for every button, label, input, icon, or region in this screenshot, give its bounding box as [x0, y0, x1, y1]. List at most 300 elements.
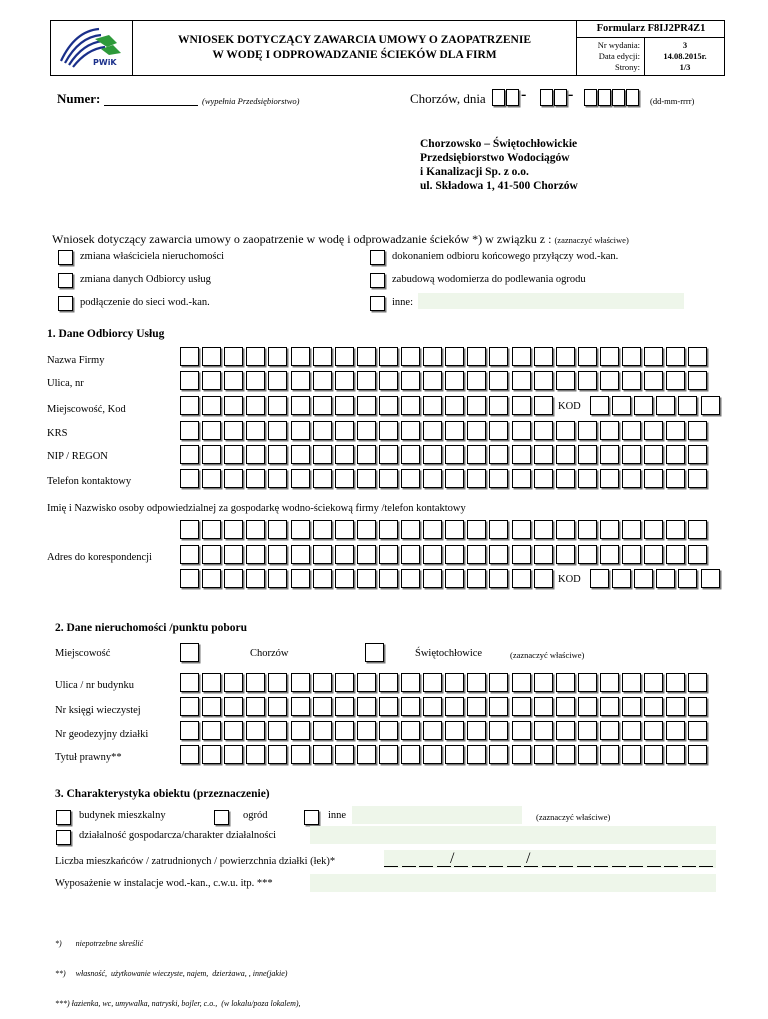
liczba-digit-slot[interactable] — [647, 866, 661, 867]
char-box-correspondence[interactable] — [246, 545, 265, 564]
char-box-plot-number[interactable] — [578, 721, 597, 740]
char-box-plot-number[interactable] — [357, 721, 376, 740]
char-box-property-street[interactable] — [622, 673, 641, 692]
char-box-contact-person[interactable] — [401, 520, 420, 539]
char-box-nip[interactable] — [600, 445, 619, 464]
char-box-phone[interactable] — [202, 469, 221, 488]
char-box-krs[interactable] — [291, 421, 310, 440]
char-box-correspondence[interactable] — [622, 545, 641, 564]
char-box-correspondence[interactable] — [445, 569, 464, 588]
char-box-plot-number[interactable] — [467, 721, 486, 740]
char-box-correspondence[interactable] — [556, 545, 575, 564]
char-box-legal-title[interactable] — [688, 745, 707, 764]
date-digit-box[interactable] — [540, 89, 553, 106]
char-box-property-street[interactable] — [357, 673, 376, 692]
char-box-property-street[interactable] — [379, 673, 398, 692]
char-box-contact-person[interactable] — [224, 520, 243, 539]
char-box-property-street[interactable] — [268, 673, 287, 692]
char-box-legal-title[interactable] — [335, 745, 354, 764]
char-box-correspondence[interactable] — [578, 545, 597, 564]
char-box-krs[interactable] — [600, 421, 619, 440]
char-box-contact-person[interactable] — [313, 520, 332, 539]
char-box-correspondence[interactable] — [246, 569, 265, 588]
char-box-property-street[interactable] — [556, 673, 575, 692]
char-box-correspondence[interactable] — [291, 545, 310, 564]
char-box-plot-number[interactable] — [622, 721, 641, 740]
char-box-street[interactable] — [357, 371, 376, 390]
char-box-correspondence[interactable] — [313, 569, 332, 588]
char-box-land-register[interactable] — [246, 697, 265, 716]
char-box-contact-person[interactable] — [202, 520, 221, 539]
char-box-plot-number[interactable] — [224, 721, 243, 740]
char-box-phone[interactable] — [246, 469, 265, 488]
char-box-correspondence[interactable] — [202, 569, 221, 588]
char-box-correspondence[interactable] — [224, 545, 243, 564]
char-box-property-street[interactable] — [423, 673, 442, 692]
char-box-krs[interactable] — [489, 421, 508, 440]
date-digit-box[interactable] — [492, 89, 505, 106]
char-box-property-street[interactable] — [534, 673, 553, 692]
char-box-correspondence[interactable] — [357, 545, 376, 564]
char-box-property-street[interactable] — [224, 673, 243, 692]
char-box-nip[interactable] — [622, 445, 641, 464]
char-box-krs[interactable] — [313, 421, 332, 440]
date-digit-box[interactable] — [554, 89, 567, 106]
char-box-krs[interactable] — [379, 421, 398, 440]
char-box-correspondence[interactable] — [423, 545, 442, 564]
char-box-city[interactable] — [379, 396, 398, 415]
char-box-plot-number[interactable] — [423, 721, 442, 740]
char-box-land-register[interactable] — [379, 697, 398, 716]
char-box-contact-person[interactable] — [268, 520, 287, 539]
char-box-krs[interactable] — [467, 421, 486, 440]
char-box-legal-title[interactable] — [489, 745, 508, 764]
char-box-property-street[interactable] — [445, 673, 464, 692]
char-box-company-name[interactable] — [246, 347, 265, 366]
char-box-krs[interactable] — [556, 421, 575, 440]
reason-checkbox-owner-change[interactable] — [58, 250, 73, 265]
char-box-street[interactable] — [534, 371, 553, 390]
char-box-krs[interactable] — [180, 421, 199, 440]
char-box-contact-person[interactable] — [467, 520, 486, 539]
reason-checkbox-data-change[interactable] — [58, 273, 73, 288]
char-box-correspondence[interactable] — [512, 569, 531, 588]
char-box-correspondence[interactable] — [534, 569, 553, 588]
char-box-land-register[interactable] — [489, 697, 508, 716]
char-box-krs[interactable] — [644, 421, 663, 440]
other-purpose-input[interactable] — [352, 806, 522, 824]
char-box-city[interactable] — [313, 396, 332, 415]
char-box-correspondence[interactable] — [600, 545, 619, 564]
char-box-postal-code[interactable] — [701, 569, 720, 588]
char-box-nip[interactable] — [578, 445, 597, 464]
char-box-contact-person[interactable] — [644, 520, 663, 539]
char-box-street[interactable] — [291, 371, 310, 390]
char-box-legal-title[interactable] — [379, 745, 398, 764]
char-box-krs[interactable] — [666, 421, 685, 440]
char-box-plot-number[interactable] — [688, 721, 707, 740]
char-box-street[interactable] — [666, 371, 685, 390]
char-box-legal-title[interactable] — [445, 745, 464, 764]
char-box-legal-title[interactable] — [512, 745, 531, 764]
char-box-land-register[interactable] — [578, 697, 597, 716]
liczba-digit-slot[interactable] — [384, 866, 398, 867]
char-box-property-street[interactable] — [180, 673, 199, 692]
char-box-street[interactable] — [556, 371, 575, 390]
checkbox-garden[interactable] — [214, 810, 229, 825]
char-box-property-street[interactable] — [313, 673, 332, 692]
char-box-land-register[interactable] — [357, 697, 376, 716]
char-box-land-register[interactable] — [688, 697, 707, 716]
liczba-digit-slot[interactable] — [664, 866, 678, 867]
char-box-plot-number[interactable] — [556, 721, 575, 740]
char-box-city[interactable] — [401, 396, 420, 415]
reason-other-input[interactable] — [418, 293, 684, 309]
liczba-digit-slot[interactable] — [699, 866, 713, 867]
char-box-company-name[interactable] — [666, 347, 685, 366]
char-box-legal-title[interactable] — [578, 745, 597, 764]
char-box-city[interactable] — [534, 396, 553, 415]
char-box-phone[interactable] — [313, 469, 332, 488]
reason-checkbox-garden-meter[interactable] — [370, 273, 385, 288]
char-box-company-name[interactable] — [578, 347, 597, 366]
char-box-correspondence[interactable] — [335, 569, 354, 588]
char-box-postal-code[interactable] — [590, 569, 609, 588]
char-box-phone[interactable] — [622, 469, 641, 488]
liczba-digit-slot[interactable] — [559, 866, 573, 867]
char-box-nip[interactable] — [224, 445, 243, 464]
char-box-property-street[interactable] — [600, 673, 619, 692]
char-box-land-register[interactable] — [224, 697, 243, 716]
char-box-city[interactable] — [512, 396, 531, 415]
char-box-postal-code[interactable] — [701, 396, 720, 415]
char-box-land-register[interactable] — [291, 697, 310, 716]
reason-checkbox-connection[interactable] — [58, 296, 73, 311]
char-box-krs[interactable] — [401, 421, 420, 440]
char-box-nip[interactable] — [180, 445, 199, 464]
char-box-company-name[interactable] — [335, 347, 354, 366]
char-box-krs[interactable] — [578, 421, 597, 440]
char-box-phone[interactable] — [291, 469, 310, 488]
char-box-property-street[interactable] — [578, 673, 597, 692]
char-box-nip[interactable] — [357, 445, 376, 464]
char-box-correspondence[interactable] — [401, 569, 420, 588]
char-box-correspondence[interactable] — [180, 545, 199, 564]
char-box-property-street[interactable] — [467, 673, 486, 692]
char-box-krs[interactable] — [512, 421, 531, 440]
char-box-city[interactable] — [423, 396, 442, 415]
numer-field[interactable] — [104, 92, 198, 106]
char-box-city[interactable] — [291, 396, 310, 415]
char-box-legal-title[interactable] — [357, 745, 376, 764]
char-box-phone[interactable] — [445, 469, 464, 488]
char-box-company-name[interactable] — [268, 347, 287, 366]
char-box-company-name[interactable] — [180, 347, 199, 366]
char-box-correspondence[interactable] — [688, 545, 707, 564]
char-box-krs[interactable] — [246, 421, 265, 440]
char-box-contact-person[interactable] — [423, 520, 442, 539]
char-box-nip[interactable] — [467, 445, 486, 464]
char-box-correspondence[interactable] — [313, 545, 332, 564]
char-box-correspondence[interactable] — [489, 569, 508, 588]
liczba-digit-slot[interactable] — [577, 866, 591, 867]
char-box-street[interactable] — [622, 371, 641, 390]
char-box-plot-number[interactable] — [268, 721, 287, 740]
business-input[interactable] — [310, 826, 716, 844]
liczba-digit-slot[interactable] — [507, 866, 521, 867]
char-box-city[interactable] — [180, 396, 199, 415]
char-box-company-name[interactable] — [401, 347, 420, 366]
char-box-land-register[interactable] — [556, 697, 575, 716]
char-box-contact-person[interactable] — [600, 520, 619, 539]
char-box-phone[interactable] — [357, 469, 376, 488]
char-box-correspondence[interactable] — [202, 545, 221, 564]
char-box-contact-person[interactable] — [335, 520, 354, 539]
char-box-nip[interactable] — [556, 445, 575, 464]
char-box-correspondence[interactable] — [467, 569, 486, 588]
char-box-phone[interactable] — [224, 469, 243, 488]
char-box-correspondence[interactable] — [644, 545, 663, 564]
char-box-street[interactable] — [423, 371, 442, 390]
char-box-phone[interactable] — [666, 469, 685, 488]
char-box-correspondence[interactable] — [335, 545, 354, 564]
char-box-nip[interactable] — [666, 445, 685, 464]
char-box-plot-number[interactable] — [644, 721, 663, 740]
char-box-postal-code[interactable] — [656, 569, 675, 588]
char-box-company-name[interactable] — [291, 347, 310, 366]
char-box-company-name[interactable] — [224, 347, 243, 366]
char-box-street[interactable] — [246, 371, 265, 390]
char-box-legal-title[interactable] — [268, 745, 287, 764]
char-box-city[interactable] — [335, 396, 354, 415]
char-box-land-register[interactable] — [666, 697, 685, 716]
reason-checkbox-other[interactable] — [370, 296, 385, 311]
char-box-street[interactable] — [401, 371, 420, 390]
char-box-contact-person[interactable] — [489, 520, 508, 539]
char-box-phone[interactable] — [534, 469, 553, 488]
char-box-property-street[interactable] — [202, 673, 221, 692]
char-box-city[interactable] — [268, 396, 287, 415]
date-digit-box[interactable] — [506, 89, 519, 106]
char-box-plot-number[interactable] — [180, 721, 199, 740]
char-box-city[interactable] — [246, 396, 265, 415]
char-box-correspondence[interactable] — [445, 545, 464, 564]
char-box-company-name[interactable] — [688, 347, 707, 366]
date-digit-box[interactable] — [626, 89, 639, 106]
liczba-digit-slot[interactable] — [594, 866, 608, 867]
date-digit-box[interactable] — [584, 89, 597, 106]
char-box-street[interactable] — [313, 371, 332, 390]
char-box-city[interactable] — [202, 396, 221, 415]
char-box-correspondence[interactable] — [423, 569, 442, 588]
char-box-street[interactable] — [688, 371, 707, 390]
char-box-legal-title[interactable] — [556, 745, 575, 764]
char-box-legal-title[interactable] — [313, 745, 332, 764]
char-box-street[interactable] — [512, 371, 531, 390]
reason-checkbox-final-acceptance[interactable] — [370, 250, 385, 265]
char-box-legal-title[interactable] — [246, 745, 265, 764]
liczba-digit-slot[interactable] — [419, 866, 433, 867]
char-box-company-name[interactable] — [467, 347, 486, 366]
char-box-correspondence[interactable] — [512, 545, 531, 564]
char-box-property-street[interactable] — [291, 673, 310, 692]
checkbox-business[interactable] — [56, 830, 71, 845]
char-box-phone[interactable] — [180, 469, 199, 488]
char-box-company-name[interactable] — [379, 347, 398, 366]
char-box-postal-code[interactable] — [678, 569, 697, 588]
char-box-nip[interactable] — [489, 445, 508, 464]
checkbox-chorzow[interactable] — [180, 643, 199, 662]
liczba-digit-slot[interactable] — [454, 866, 468, 867]
char-box-street[interactable] — [489, 371, 508, 390]
char-box-land-register[interactable] — [180, 697, 199, 716]
char-box-contact-person[interactable] — [578, 520, 597, 539]
char-box-contact-person[interactable] — [556, 520, 575, 539]
checkbox-other[interactable] — [304, 810, 319, 825]
char-box-nip[interactable] — [268, 445, 287, 464]
char-box-plot-number[interactable] — [401, 721, 420, 740]
char-box-legal-title[interactable] — [202, 745, 221, 764]
char-box-postal-code[interactable] — [634, 569, 653, 588]
char-box-company-name[interactable] — [512, 347, 531, 366]
char-box-city[interactable] — [467, 396, 486, 415]
liczba-digit-slot[interactable] — [542, 866, 556, 867]
liczba-digit-slot[interactable] — [472, 866, 486, 867]
char-box-legal-title[interactable] — [600, 745, 619, 764]
char-box-contact-person[interactable] — [180, 520, 199, 539]
char-box-correspondence[interactable] — [467, 545, 486, 564]
char-box-company-name[interactable] — [489, 347, 508, 366]
char-box-property-street[interactable] — [246, 673, 265, 692]
char-box-nip[interactable] — [313, 445, 332, 464]
char-box-city[interactable] — [445, 396, 464, 415]
char-box-legal-title[interactable] — [291, 745, 310, 764]
char-box-property-street[interactable] — [512, 673, 531, 692]
char-box-company-name[interactable] — [600, 347, 619, 366]
char-box-land-register[interactable] — [622, 697, 641, 716]
char-box-plot-number[interactable] — [534, 721, 553, 740]
char-box-street[interactable] — [224, 371, 243, 390]
char-box-property-street[interactable] — [666, 673, 685, 692]
char-box-land-register[interactable] — [467, 697, 486, 716]
char-box-contact-person[interactable] — [357, 520, 376, 539]
char-box-plot-number[interactable] — [246, 721, 265, 740]
char-box-company-name[interactable] — [622, 347, 641, 366]
char-box-krs[interactable] — [445, 421, 464, 440]
char-box-phone[interactable] — [268, 469, 287, 488]
equipment-input[interactable] — [310, 874, 716, 892]
char-box-phone[interactable] — [489, 469, 508, 488]
char-box-city[interactable] — [357, 396, 376, 415]
char-box-street[interactable] — [268, 371, 287, 390]
char-box-krs[interactable] — [688, 421, 707, 440]
char-box-postal-code[interactable] — [612, 396, 631, 415]
liczba-digit-slot[interactable] — [489, 866, 503, 867]
char-box-contact-person[interactable] — [379, 520, 398, 539]
char-box-property-street[interactable] — [335, 673, 354, 692]
char-box-street[interactable] — [180, 371, 199, 390]
char-box-contact-person[interactable] — [246, 520, 265, 539]
char-box-contact-person[interactable] — [512, 520, 531, 539]
char-box-nip[interactable] — [445, 445, 464, 464]
date-digit-box[interactable] — [612, 89, 625, 106]
char-box-krs[interactable] — [224, 421, 243, 440]
char-box-correspondence[interactable] — [357, 569, 376, 588]
char-box-street[interactable] — [644, 371, 663, 390]
char-box-company-name[interactable] — [313, 347, 332, 366]
char-box-city[interactable] — [224, 396, 243, 415]
char-box-correspondence[interactable] — [379, 545, 398, 564]
char-box-contact-person[interactable] — [688, 520, 707, 539]
char-box-phone[interactable] — [379, 469, 398, 488]
char-box-land-register[interactable] — [600, 697, 619, 716]
char-box-phone[interactable] — [556, 469, 575, 488]
date-digit-box[interactable] — [598, 89, 611, 106]
char-box-company-name[interactable] — [644, 347, 663, 366]
char-box-phone[interactable] — [401, 469, 420, 488]
char-box-correspondence[interactable] — [401, 545, 420, 564]
char-box-property-street[interactable] — [644, 673, 663, 692]
liczba-digit-slot[interactable] — [437, 866, 451, 867]
char-box-krs[interactable] — [357, 421, 376, 440]
char-box-postal-code[interactable] — [590, 396, 609, 415]
char-box-legal-title[interactable] — [644, 745, 663, 764]
char-box-phone[interactable] — [644, 469, 663, 488]
liczba-digit-slot[interactable] — [682, 866, 696, 867]
char-box-phone[interactable] — [600, 469, 619, 488]
char-box-phone[interactable] — [467, 469, 486, 488]
char-box-company-name[interactable] — [445, 347, 464, 366]
char-box-street[interactable] — [445, 371, 464, 390]
checkbox-swietochlowice[interactable] — [365, 643, 384, 662]
char-box-krs[interactable] — [622, 421, 641, 440]
char-box-nip[interactable] — [335, 445, 354, 464]
char-box-correspondence[interactable] — [534, 545, 553, 564]
char-box-street[interactable] — [202, 371, 221, 390]
char-box-plot-number[interactable] — [512, 721, 531, 740]
char-box-property-street[interactable] — [401, 673, 420, 692]
char-box-phone[interactable] — [578, 469, 597, 488]
char-box-street[interactable] — [335, 371, 354, 390]
char-box-plot-number[interactable] — [445, 721, 464, 740]
char-box-legal-title[interactable] — [666, 745, 685, 764]
char-box-property-street[interactable] — [489, 673, 508, 692]
char-box-land-register[interactable] — [401, 697, 420, 716]
char-box-plot-number[interactable] — [291, 721, 310, 740]
char-box-postal-code[interactable] — [612, 569, 631, 588]
liczba-digit-slot[interactable] — [402, 866, 416, 867]
char-box-legal-title[interactable] — [423, 745, 442, 764]
char-box-phone[interactable] — [335, 469, 354, 488]
char-box-contact-person[interactable] — [534, 520, 553, 539]
char-box-correspondence[interactable] — [224, 569, 243, 588]
char-box-land-register[interactable] — [202, 697, 221, 716]
char-box-nip[interactable] — [246, 445, 265, 464]
char-box-contact-person[interactable] — [666, 520, 685, 539]
char-box-krs[interactable] — [268, 421, 287, 440]
char-box-nip[interactable] — [534, 445, 553, 464]
char-box-legal-title[interactable] — [401, 745, 420, 764]
char-box-correspondence[interactable] — [666, 545, 685, 564]
char-box-land-register[interactable] — [644, 697, 663, 716]
char-box-postal-code[interactable] — [656, 396, 675, 415]
char-box-nip[interactable] — [423, 445, 442, 464]
char-box-nip[interactable] — [202, 445, 221, 464]
char-box-correspondence[interactable] — [489, 545, 508, 564]
liczba-digit-slot[interactable] — [629, 866, 643, 867]
char-box-krs[interactable] — [202, 421, 221, 440]
char-box-contact-person[interactable] — [445, 520, 464, 539]
